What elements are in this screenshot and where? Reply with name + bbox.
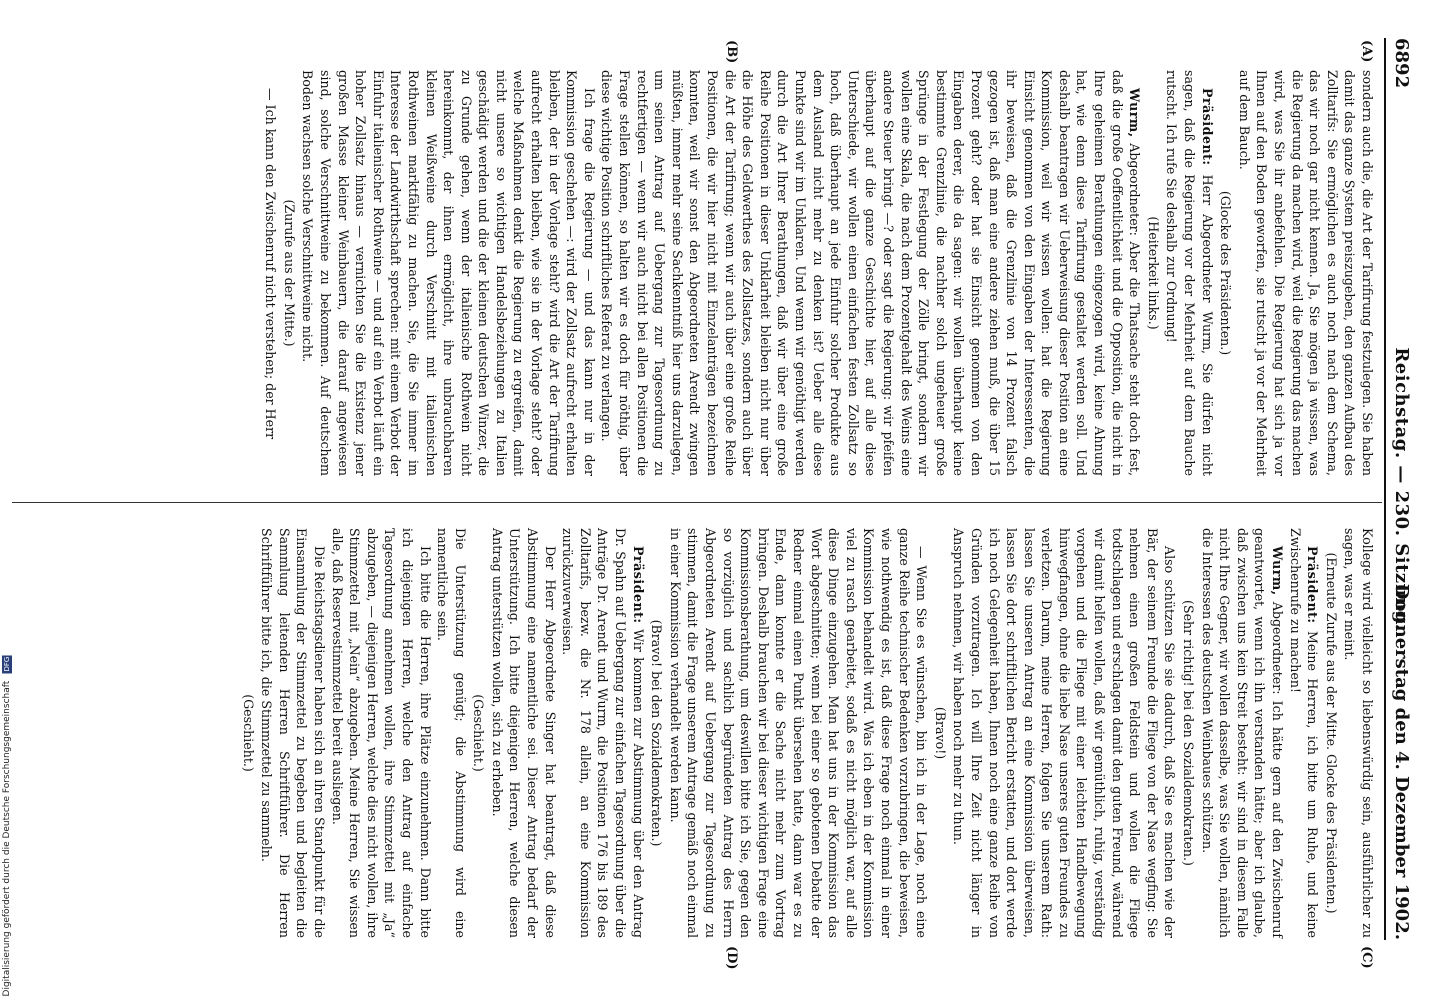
speaker-name: Wurm, <box>1270 546 1286 596</box>
text-paragraph: Kollege wird vielleicht so liebenswürdig sein, ausführlicher zu sagen, was er meint. <box>1342 528 1375 938</box>
stage-direction: (Geschieht.) <box>471 694 487 772</box>
right-column <box>238 528 1376 938</box>
stage-direction: (Sehr richtig! bei den Sozialdemokraten.) <box>1181 600 1197 866</box>
margin-mark-d: (D) <box>724 946 739 970</box>
speaker-name: Präsident: <box>1199 88 1215 166</box>
text-paragraph: Ich bitte die Herren, ihre Plätze einzunehmen. Dann bitte ich diejenigen Herren, welche den Antrag auf einfache Tagesordnung annehmen wollen, ihre Stimmzettel mit „Ja“ abzugeben, — diejenigen Herren, welche dies nicht wollen, ihre Stimmzettel mit „Nein“ abzugeben. Meine Herren, Sie wissen alle, daß Reservestimmzettel bereit ausliegen. <box>329 528 433 938</box>
margin-mark-c: (C) <box>1359 946 1374 969</box>
margin-mark-a: (A) <box>1359 40 1374 63</box>
speech-text: Herr Abgeordneter Wurm, Sie dürfen nicht sagen, daß die Regierung vor der Mehrheit auf dem Bauche rutscht. Ich rufe Sie deshalb zur Ordnung! <box>1164 70 1215 476</box>
speaker-name: Präsident: <box>1305 546 1321 624</box>
text-paragraph: Ich frage die Regierung — und das kann nur in der Kommission geschehen —: wird der Zollsatz aufrecht erhalten bleiben, der in der Vorlage steht? wird die Art der Tarifirung aufrecht erhalten bleiben, wie sie in der Vorlage steht? oder welche Maßnahmen denkt die Regierung zu ergreifen, damit nicht unsere so wichtigen Handelsbeziehungen zu Italien geschädigt werden und die der kleinen deutschen Winzer, die zu Grunde gehen, wenn der italienische Rothwein nicht hereinkommt, der ihnen ermöglicht, ihre unbrauchbaren kleinen Weißweine durch Verschnitt mit italienischen Rothweinen marktfähig zu machen. Sie, die Sie immer im Interesse der Landwirthschaft sprechen: mit einem Verbot der Einfuhr italienischer Rothweine — und auf ein Verbot läuft ein hoher Zollsatz hinaus — vernichten Sie die Existenz jener großen Masse kleiner Weinbauern, die darauf angewiesen sind, solche Verschnittweine zu bekommen. Auf deutschem Boden wachsen solche Verschnittweine nicht. <box>300 70 597 476</box>
dfg-logo: DFG <box>3 656 11 672</box>
stage-direction: (Zurufe aus der Mitte.) <box>281 199 297 347</box>
text-paragraph: — Wenn Sie es wünschen, bin ich in der Lage, noch eine ganze Reihe technischer Bedenken vorzubringen, die beweisen, wie nothwendig es ist, daß diese Frage noch einmal in einer Kommission behandelt wird. Was ich eben in der Kommission viel zu rasch gearbeitet, sodaß es nicht möglich war, auf alle diese Dinge einzugehen. Man hat uns in der Kommission das Wort abgeschnitten; wenn bei einer so gebotenen Debatte der Redner einmal einen Punkt übersehen hatte, dann war es zu Ende, dann konnte er die Sache nicht mehr zum Vortrag bringen. Deshalb brauchen wir bei dieser wichtigen Frage eine Kommissionsberathung, um deswillen bitte ich Sie, gegen den so vorzüglich und sachlich begründeten Antrag des Herrn Abgeordneten Arendt auf Uebergang zur Tagesordnung zu stimmen, damit die Frage unserem Antrage gemäß noch einmal in einer Kommission verhandelt werden kann. <box>667 528 930 938</box>
speaker-name: Wurm, <box>1127 88 1143 138</box>
stage-direction: (Heiterkeit links.) <box>1145 216 1161 330</box>
speech-text: Abgeordneter: Ich hätte gern auf den Zwischenruf geantwortet, wenn ich ihn verstanden hätte; aber ich glaube, daß zwischen uns kein Streit besteht: wir sind in diesem Falle nicht Ihre Gegner, wir wollen dasselbe, was Sie wollen, nämlich die Interessen des deutschen Weinbaues schützen. <box>1199 528 1286 938</box>
speech-text: Meine Herren, ich bitte um Ruhe, und keine Zwischenrufe zu machen! <box>1287 528 1321 938</box>
stage-direction: (Geschieht.) <box>240 694 256 772</box>
left-column <box>262 70 1376 476</box>
speech-paragraph <box>598 70 1143 476</box>
stage-direction: (Glocke des Präsidenten.) <box>1218 190 1234 356</box>
text-paragraph: sondern auch die, die Art der Tarifirung festzulegen. Sie haben damit das ganze System preiszugeben, den ganzen Aufbau des Zolltarifs: Sie ermöglichen es auch noch nach dem Schema, das wir noch gar nicht kennen. Ja, Sie mögen ja wissen, was die Regierung da machen wird, weil die Regierung das machen wird, was Sie ihr anbefehlen. Die Regierung hat sich ja vor Ihnen auf den Boden geworfen, sie rutscht ja vor der Mehrheit auf dem Bauch. <box>1236 70 1375 476</box>
page-number: 6892 <box>1391 38 1412 89</box>
speech-paragraph <box>1286 528 1321 938</box>
speech-text: Abgeordneter: Aber die Thatsache steht doch fest, daß die große Oeffentlichkeit und die Opposition, die nicht in Ihre geheimen Berathungen eingezogen wird, keine Ahnung hat, wie denn diese Tarifirung gestaltet werden soll. Und deshalb beantragen wir Ueberweisung dieser Position an eine Kommission, weil wir wissen wollen: hat die Regierung Einsicht genommen von den Eingaben der Interessenten, die ihr beweisen, daß die Grenzlinie von 14 Prozent falsch gezogen ist, daß man eine andere ziehen muß, die über 15 Prozent geht? oder hat sie Einsicht genommen von den Eingaben derer, die da sagen: wir wollen überhaupt keine bestimmte Grenzlinie, die nachher solch ungeheuer große Sprünge in der Festlegung der Zölle bringt, sondern wir wollen eine Skala, die nach dem Prozentgehalt des Weins eine andere Steuer bringt —? oder sagt die Regierung: wir pfeifen überhaupt auf die ganze Geschichte hier, auf alle diese Unterschiede, wir wollen einen einfachen festen Zollsatz so hoch, daß überhaupt an jede Einfuhr solcher Produkte aus dem Ausland nicht mehr zu denken ist? Ueber alle diese Punkte sind wir im Unklaren. Und wenn wir genöthigt werden durch die Art Ihrer Berathungen, daß wir über eine große Reihe Positionen in dieser Unklarheit bleiben nicht nur über die Höhe des Geldwerthes des Zollsatzes, sondern auch über die Art der Tarifirung; wenn wir auch über eine große Reihe Positionen, die wir hier nicht mit Einzelanträgen bezeichnen konnten, weil wir sonst den Abgeordneten Arendt zwingen müßten, immer mehr seine Sachkenntniß hier uns darzulegen, um seinen Antrag auf Uebergang zur Tagesordnung zu rechtfertigen — wenn wir auch nicht bei allen Positionen die Frage stellen können, so halten wir es doch für nöthig, über diese wichtige Position schriftliches Referat zu verlangen. <box>599 70 1143 476</box>
session-title: Reichstag. — 230. Sitzung. <box>1391 347 1412 631</box>
margin-mark-b: (B) <box>724 40 739 64</box>
speech-paragraph <box>1198 528 1286 938</box>
stage-direction: (Erneute Zurufe aus der Mitte. Glocke des Präsidenten.) <box>1323 552 1339 914</box>
text-paragraph: Die Unterstützung genügt; die Abstimmung wird eine namentliche sein. <box>435 528 468 938</box>
session-date: Donnerstag den 4. Dezember 1902. <box>1391 583 1412 940</box>
text-paragraph: Die Reichstagsdiener haben sich an ihren Standpunkt für die Einsammlung der Stimmzettel zu begeben und begleiten die Sammlung leitenden Herren Schriftführer. Die Herren Schriftführer bitte ich, die Stimmzettel zu sammeln. <box>259 528 327 938</box>
speaker-name: Präsident: <box>630 546 646 624</box>
text-paragraph: — Ich kann den Zwischenruf nicht verstehen; der Herr <box>263 88 279 440</box>
speech-text: Wir kommen zur Abstimmung über den Antrag Dr. Spahn auf Uebergang zur einfachen Tagesordnung über die Anträge Dr. Arendt und Wurm, die Positionen 176 bis 189 des Zolltarifs, bezw. die Nr. 178 allein, an eine Kommission zurückzuverweisen. <box>560 528 646 938</box>
page-header <box>1384 38 1416 940</box>
text-paragraph: Also schützen Sie sie dadurch, daß Sie es machen wie der Bär, der seinem Freunde die Fliege von der Nase wegfing: Sie nehmen einen großen Feldstein und wollen die Fliege todtschlagen und erschlagen damit den guten Freund, während wir damit helfen wollen, daß wir gemüthlich, ruhig, verständig vorgehen und die Fliege mit einer leichten Handbewegung hinwegfangen, ohne die liebe Nase unseres guten Freundes zu verletzen. Darum, meine Herren, folgen Sie unserem Rath: lassen Sie unseren Antrag an eine Kommission überweisen, lassen Sie dort schriftlichen Bericht erstatten, und dort werde ich noch Gelegenheit haben, Ihnen noch eine ganze Reihe von Gründen vorzutragen. Ich will Ihre Zeit nicht länger in Anspruch nehmen, wir haben noch mehr zu thun. <box>951 528 1178 938</box>
digitization-credit <box>2 655 12 996</box>
stage-direction: (Bravo!) <box>932 706 948 760</box>
stage-direction: (Bravo! bei den Sozialdemokraten.) <box>649 619 665 847</box>
column-divider <box>12 502 1382 503</box>
text-paragraph: Der Herr Abgeordnete Singer hat beantragt, daß diese Abstimmung eine namentliche sei. Dieser Antrag bedarf der Unterstützung. Ich bitte diejenigen Herren, welche diesen Antrag unterstützen wollen, sich zu erheben. <box>489 528 558 938</box>
credit-text: Digitalisierung gefördert durch die Deutsche Forschungsgemeinschaft <box>2 680 12 996</box>
speech-paragraph <box>559 528 647 938</box>
speech-paragraph <box>1163 70 1216 476</box>
